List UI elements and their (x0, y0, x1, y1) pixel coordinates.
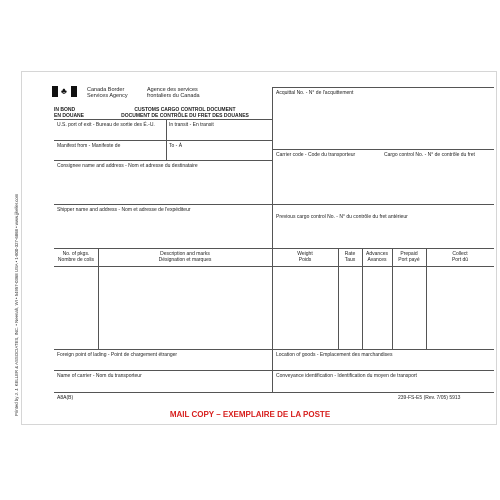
col-header-en: Weight (297, 251, 313, 257)
agency-name-fr-1: Agence des services (147, 87, 198, 93)
mail-copy-label: MAIL COPY – EXEMPLAIRE DE LA POSTE (169, 410, 331, 419)
agency-name-en-2: Services Agency (87, 93, 128, 99)
col-header-en: Collect (452, 251, 468, 257)
en-douane-label: EN DOUANE (54, 113, 85, 119)
conveyance-label: Conveyance identification - Identification du moyen de transport (276, 373, 417, 379)
table-col-divider-4 (362, 248, 363, 349)
table-col-divider-6 (426, 248, 427, 349)
cargo-control-label: Cargo control No. - N° de contrôle du fret (384, 152, 475, 158)
col-header-en: No. of pkgs. (62, 251, 90, 257)
rule-under-title (54, 119, 272, 120)
agency-name-fr-2: frontaliers du Canada (147, 93, 200, 99)
rule-under-consignee (54, 204, 272, 205)
col-header-fr: Désignation et marques (158, 257, 212, 263)
col-header-en: Prepaid (400, 251, 418, 257)
consignee-label: Consignee name and address - Nom et adresse du destinataire (57, 163, 198, 169)
divider-bottom-fields (272, 349, 273, 392)
rule-bottom (54, 392, 494, 393)
canada-flag-icon: ♣ (52, 86, 77, 97)
form-code: A8A(B) (57, 395, 74, 401)
table-header-rule (54, 266, 494, 267)
carrier-code-label: Carrier code - Code du transporteur (276, 152, 356, 158)
to-label: To - À (169, 143, 183, 149)
port-exit-label: U.S. port of exit - Bureau de sortie des É.-U. (57, 122, 155, 128)
col-header-fr: Port dû (451, 257, 469, 263)
location-goods-label: Location of goods - Emplacement des marchandises (276, 352, 393, 358)
foreign-port-label: Foreign point of lading - Point de chargement étranger (57, 352, 178, 358)
col-header-fr: Poids (298, 257, 312, 263)
table-col-divider-2 (272, 248, 273, 349)
col-header-en: Advances (366, 251, 388, 257)
rule-under-acquittal (272, 149, 494, 150)
col-header-fr: Avances (367, 257, 387, 263)
previous-cargo-label: Previous cargo control No. - N° du contrôle du fret antérieur (276, 214, 408, 220)
col-header-fr: Port payé (398, 257, 420, 263)
table-top-rule (54, 248, 494, 249)
shipper-label: Shipper name and address - Nom et adresse de l'expéditeur (57, 207, 191, 213)
rule-under-carrier (272, 204, 494, 205)
table-col-divider-3 (338, 248, 339, 349)
rule-right-top (272, 87, 494, 88)
table-col-divider-5 (392, 248, 393, 349)
col-header-fr: Nombre de colis (57, 257, 95, 263)
rule-under-port (54, 140, 272, 141)
form-number: 239-FS-E5 (Rev. 7/05) 5913 (398, 395, 461, 401)
carrier-name-label: Name of carrier - Nom du transporteur (57, 373, 142, 379)
doc-title-fr: DOCUMENT DE CONTRÔLE DU FRET DES DOUANES (121, 113, 249, 119)
acquittal-label: Acquittal No. - N° de l'acquittement (276, 90, 354, 96)
col-header-en: Description and marks (160, 251, 210, 257)
agency-name-en-1: Canada Border (87, 87, 125, 93)
in-bond-label: IN BOND (54, 107, 76, 113)
doc-title-en: CUSTOMS CARGO CONTROL DOCUMENT (134, 107, 236, 113)
in-transit-label: In transit - En transit (169, 122, 214, 128)
manifest-from-label: Manifest from - Manifeste de (57, 143, 121, 149)
divider-right-column (272, 87, 273, 248)
table-col-divider-1 (98, 248, 99, 349)
col-header-fr: Taux (344, 257, 356, 263)
col-header-en: Rate (344, 251, 356, 257)
printer-credit: Printed by J. J. KELLER & ASSOCIATES, INC. • Neenah, WI • 54957-0368 USA • 1-800-327-6868 • www.jjkeller.com (14, 193, 19, 416)
rule-under-foreign-port (54, 370, 494, 371)
rule-under-manifest (54, 160, 272, 161)
table-bottom-rule (54, 349, 494, 350)
